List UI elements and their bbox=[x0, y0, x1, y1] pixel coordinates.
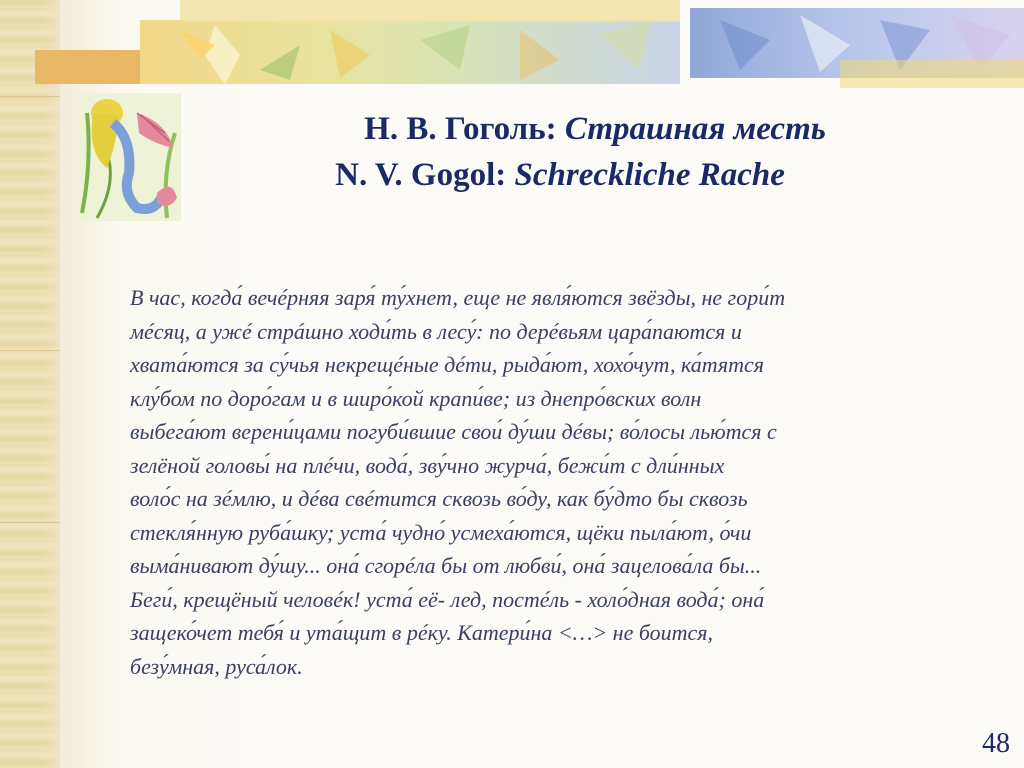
title-russian bbox=[200, 106, 920, 152]
quote-line: безу́мная, руса́лок. bbox=[130, 653, 303, 679]
page-number: 48 bbox=[982, 728, 1010, 759]
title-ru-author: Н. В. Гоголь: bbox=[364, 111, 565, 147]
quote-line: В час, когда́ вечéрняя заря́ ту́хнет, еще не явля́ются звёзды, не гори́т bbox=[130, 285, 786, 310]
mermaid-illustration bbox=[77, 93, 181, 221]
quote-line: защеко́чет тебя́ и ута́щит в рéку. Катери́на <…> не боится, bbox=[130, 620, 714, 645]
quote-line: Беги́, крещёный человéк! уста́ её- лед, постéль - холо́дная вода́; она́ bbox=[130, 586, 765, 612]
title-de-work: Schreckliche Rache bbox=[514, 157, 785, 193]
quote-line: хвата́ются за су́чья некрещéные дéти, рыда́ют, хохо́чут, ка́тятся bbox=[130, 352, 764, 377]
quote-line: воло́с на зéмлю, и дéва свéтится сквозь во́ду, как бу́дто бы сквозь bbox=[130, 486, 748, 511]
quote-line: стекля́нную руба́шку; уста́ чудно́ усмеха́ются, щёки пыла́ют, о́чи bbox=[130, 519, 752, 545]
decorative-leaves-banner bbox=[0, 0, 1024, 90]
title-ru-work: Страшная месть bbox=[564, 111, 826, 147]
quote-line: зелёной головы́ на плéчи, вода́, зву́чно журча́, бежи́т с дли́нных bbox=[130, 452, 725, 478]
quote-line: мéсяц, а ужé стрáшно ходи́ть в лесу́: по дерéвьям цара́паются и bbox=[130, 318, 742, 344]
slide-title bbox=[200, 106, 920, 198]
quote-line: выбега́ют верени́цами погуби́вшие свои́ ду́ши дéвы; во́лосы лью́тся с bbox=[130, 419, 777, 444]
title-de-author: N. V. Gogol: bbox=[335, 157, 515, 193]
quote-line: выма́нивают ду́шу... она́ сгорéла бы от любви́, она́ зацелова́ла бы... bbox=[130, 553, 762, 578]
parchment-strip bbox=[0, 0, 60, 768]
quote-text bbox=[130, 281, 990, 683]
quote-line: клу́бом по доро́гам и в широ́кой крапи́ве; из днепро́вских волн bbox=[130, 385, 702, 411]
title-german bbox=[200, 152, 920, 198]
